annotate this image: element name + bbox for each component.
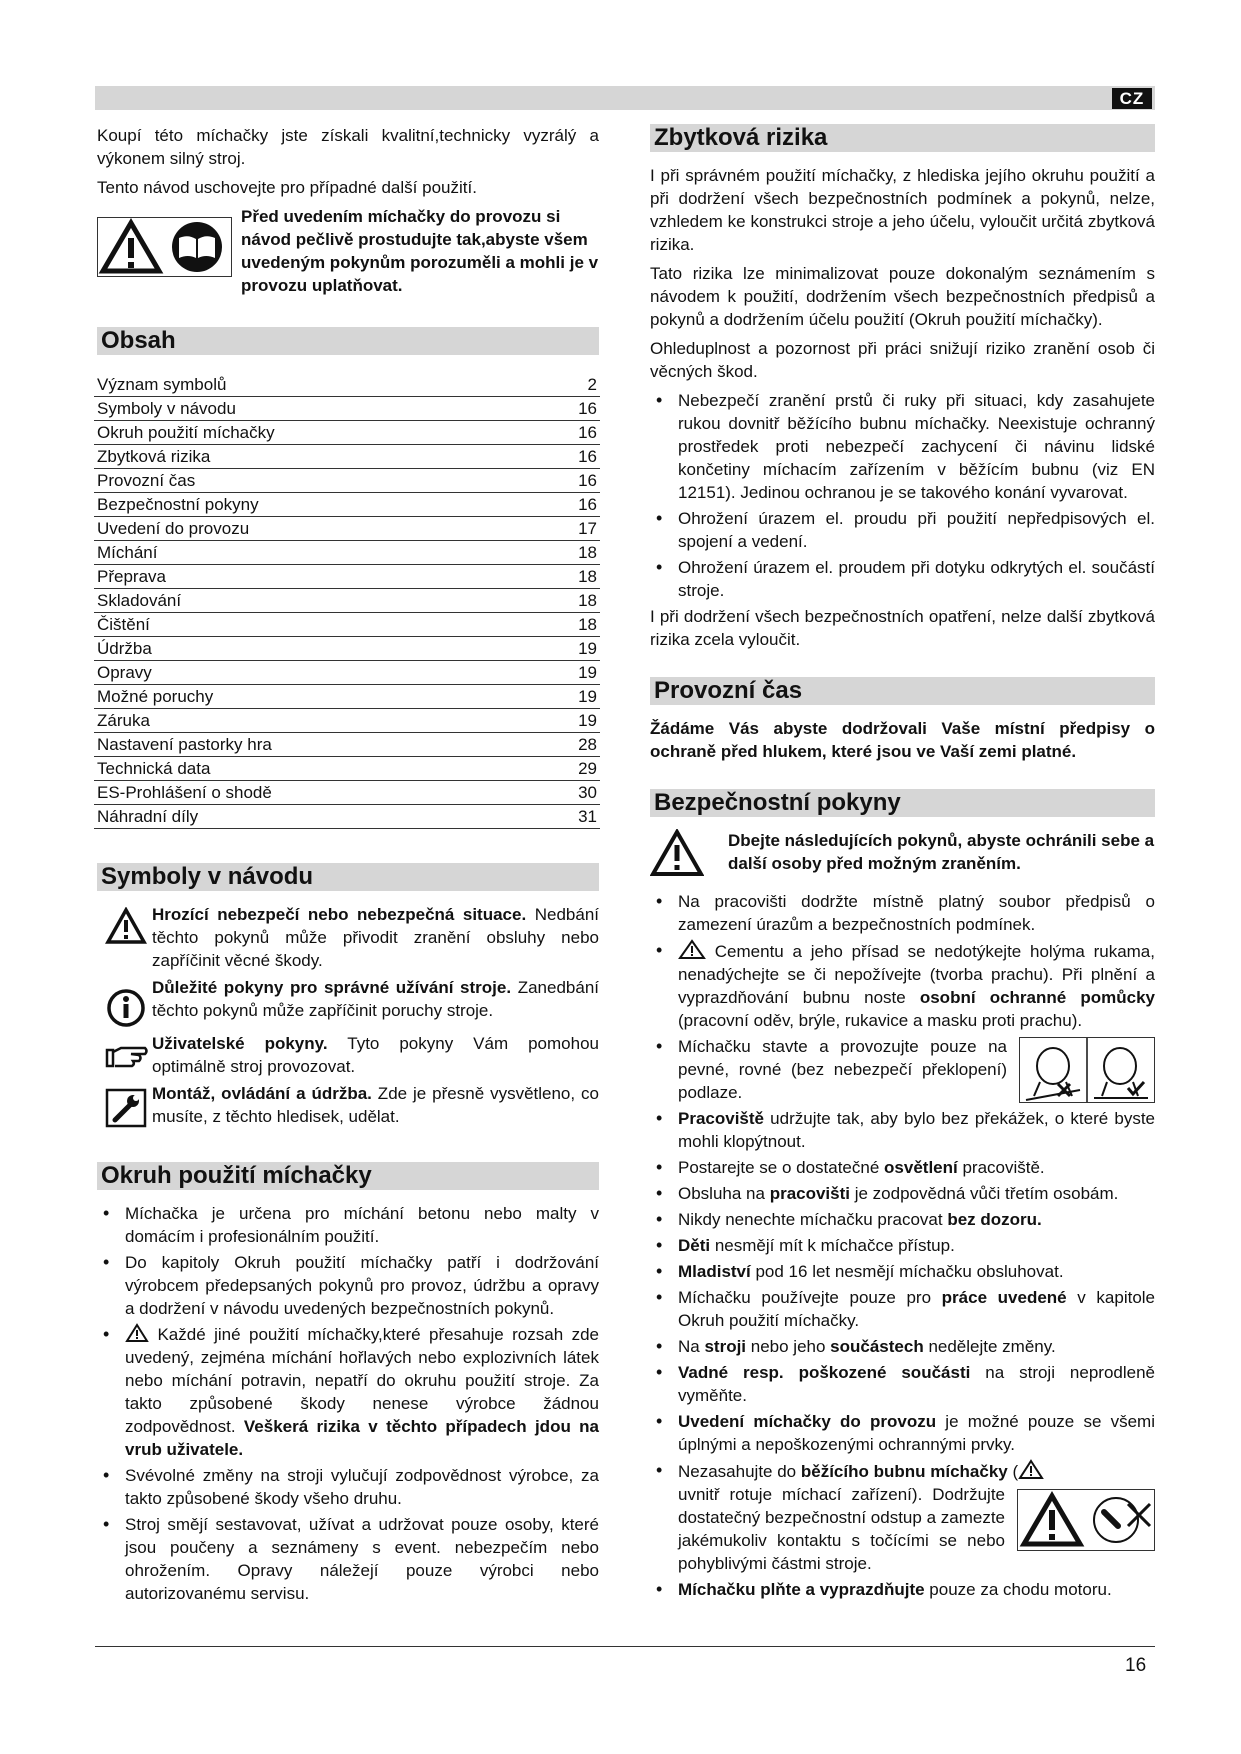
safety-intro bbox=[650, 829, 1155, 882]
safety-item-15-text: pouze za chodu motoru. bbox=[924, 1580, 1112, 1599]
safety-item-8 bbox=[650, 1234, 1155, 1257]
read-manual-icon bbox=[164, 218, 230, 276]
toc-row bbox=[94, 781, 600, 805]
toc-row bbox=[94, 421, 600, 445]
safety-item-2-text-b: (pracovní oděv, brýle, rukavice a masku proti prachu). bbox=[678, 1011, 1083, 1030]
usage-item-2: • Do kapitoly Okruh použití míchačky patří i dodržování výrobcem předepsaných pokynů pro provoz, údržbu a opravy a dodržení v návodu uvedených bezpečnostních pokynů. bbox=[97, 1251, 599, 1320]
risk-item-1: • Nebezpečí zranění prstů či ruky při situaci, kdy zasahujete rukou dovnitř běžícího bubnu míchačky. Neexistuje ochranný prostředek proti nebezpečí zachycení či návinu lidské končetiny míchacím zařízením v běžícím bubnu (viz EN 12151). Jedinou ochranou je se takového konání vyvarovat. bbox=[650, 389, 1155, 504]
mixer-stability-illustration bbox=[1019, 1037, 1155, 1103]
safety-item-5 bbox=[650, 1156, 1155, 1179]
toc-row bbox=[94, 589, 600, 613]
left-column bbox=[97, 124, 599, 1608]
safety-item-5-text-b: pracoviště. bbox=[957, 1158, 1045, 1177]
toc-heading: Obsah bbox=[97, 327, 599, 355]
safety-item-11-text-b: nedělejte změny. bbox=[923, 1337, 1056, 1356]
toc-entry-page: 31 bbox=[534, 805, 600, 829]
toc-entry-page: 16 bbox=[534, 421, 600, 445]
pointing-hand-icon bbox=[103, 1042, 149, 1072]
usage-item-5: • Stroj smějí sestavovat, užívat a udržovat pouze osoby, které jsou poučeny a seznámeny s event. nebezpečím nebo ohrožením. Opravy náležejí pouze výrobci nebo autorizovanému servisu. bbox=[97, 1513, 599, 1605]
safety-item-6-bold: pracovišti bbox=[769, 1184, 850, 1203]
symbols-heading: Symboly v návodu bbox=[97, 863, 599, 891]
safety-item-6 bbox=[650, 1182, 1155, 1205]
safety-item-4-text: udržujte tak, aby bylo bez překážek, o které byste mohli klopýtnout. bbox=[678, 1109, 1155, 1151]
safety-item-12-text: na stroji neprodleně vyměňte. bbox=[678, 1363, 1155, 1405]
usage-heading: Okruh použití míchačky bbox=[97, 1162, 599, 1190]
safety-item-3-text: • Míchačku stavte a provozujte pouze na pevné, rovné (bez nebezpečí překlopení) podlaze. bbox=[678, 1037, 1007, 1102]
safety-item-11-bold-1: stroji bbox=[704, 1337, 747, 1356]
hand-in-drum-warning-icon bbox=[1018, 1490, 1154, 1550]
symbol-danger-text: Nedbání těchto pokynů může přivodit zranění obsluhy nebo zapříčinit věcné škody. bbox=[152, 905, 599, 970]
toc-entry-label: Možné poruchy bbox=[94, 685, 534, 709]
toc-row bbox=[94, 805, 600, 829]
toc-entry-page: 16 bbox=[534, 493, 600, 517]
toc-entry-page: 16 bbox=[534, 397, 600, 421]
safety-item-9 bbox=[650, 1260, 1155, 1283]
warning-icon-pair bbox=[97, 217, 232, 277]
toc-entry-page: 19 bbox=[534, 685, 600, 709]
safety-item-11-text-a: Na bbox=[678, 1337, 705, 1356]
safety-item-8-text: nesmějí mít k míchačce přístup. bbox=[710, 1236, 955, 1255]
intro-paragraph-2: Tento návod uschovejte pro případné další použití. bbox=[97, 178, 477, 197]
safety-item-14-bold: běžícího bubnu míchačky bbox=[800, 1462, 1008, 1481]
toc-entry-page: 28 bbox=[534, 733, 600, 757]
toc-row bbox=[94, 469, 600, 493]
safety-item-4-bold: Pracoviště bbox=[678, 1109, 764, 1128]
safety-item-10-text-b: v kapitole Okruh použití míchačky. bbox=[678, 1288, 1155, 1330]
risks-heading: Zbytková rizika bbox=[650, 124, 1155, 152]
safety-intro-text: Dbejte následujících pokynů, abyste ochránili sebe a další osoby před možným zraněním. bbox=[728, 831, 1155, 873]
toc-row bbox=[94, 733, 600, 757]
safety-item-2 bbox=[650, 939, 1155, 1032]
toc-entry-label: Nastavení pastorky hra bbox=[94, 733, 534, 757]
risks-paragraph-3: Ohleduplnost a pozornost při práci snižují riziko zranění osob či věcných škod. bbox=[650, 339, 1155, 381]
toc-entry-label: Míchání bbox=[94, 541, 534, 565]
toc-entry-label: Symboly v návodu bbox=[94, 397, 534, 421]
toc-entry-page: 18 bbox=[534, 589, 600, 613]
safety-heading: Bezpečnostní pokyny bbox=[650, 789, 1155, 817]
toc-entry-label: Náhradní díly bbox=[94, 805, 534, 829]
usage-item-4: • Svévolné změny na stroji vylučují zodpovědnost výrobce, za takto způsobené škody všeho druhu. bbox=[97, 1464, 599, 1510]
intro-warning bbox=[97, 205, 599, 297]
symbol-assembly bbox=[100, 1082, 599, 1128]
safety-item-7-bold: bez dozoru. bbox=[947, 1210, 1042, 1229]
warning-triangle-icon bbox=[98, 218, 164, 276]
toc-row bbox=[94, 637, 600, 661]
safety-item-10-bold: práce uvedené bbox=[941, 1288, 1067, 1307]
symbol-important bbox=[100, 976, 599, 1028]
safety-item-12-bold: Vadné resp. poškozené součásti bbox=[678, 1363, 971, 1382]
safety-item-9-text: pod 16 let nesmějí míchačku obsluhovat. bbox=[750, 1262, 1064, 1281]
safety-item-3 bbox=[650, 1035, 1155, 1104]
safety-item-6-text-b: je zodpovědná vůči třetím osobám. bbox=[850, 1184, 1119, 1203]
symbol-assembly-text: Zde je přesně vysvětleno, co musíte, z těchto hledisek, udělat. bbox=[152, 1084, 599, 1126]
risks-paragraph-1: I při správném použití míchačky, z hlediska jejího okruhu použití a při dodržení všech bezpečnostních podmínek a pokynů, nelze, vzhledem ke konstrukci stroje a jeho účelu, vyloučit určitá zbytková rizika. bbox=[650, 166, 1155, 254]
risk-item-3: • Ohrožení úrazem el. proudem při dotyku odkrytých el. součástí stroje. bbox=[650, 556, 1155, 602]
toc-row bbox=[94, 685, 600, 709]
warning-triangle-icon bbox=[105, 907, 147, 945]
toc-entry-label: Údržba bbox=[94, 637, 534, 661]
wrench-icon bbox=[105, 1088, 147, 1128]
safety-item-14 bbox=[650, 1459, 1155, 1575]
warning-triangle-icon bbox=[1018, 1459, 1044, 1480]
toc-entry-label: Bezpečnostní pokyny bbox=[94, 493, 534, 517]
toc-entry-label: Technická data bbox=[94, 757, 534, 781]
usage-item-3 bbox=[97, 1323, 599, 1461]
risks-list bbox=[650, 389, 1155, 602]
usage-item-3-bold: Veškerá rizika v těchto případech jdou na vrub uživatele. bbox=[125, 1417, 599, 1459]
symbol-danger bbox=[100, 903, 599, 972]
safety-item-5-bold: osvětlení bbox=[884, 1158, 958, 1177]
toc-entry-page: 16 bbox=[534, 445, 600, 469]
toc-entry-page: 19 bbox=[534, 661, 600, 685]
toc-row bbox=[94, 373, 600, 397]
safety-item-2-bold: osobní ochranné pomůcky bbox=[919, 988, 1155, 1007]
toc-entry-page: 18 bbox=[534, 613, 600, 637]
symbols-list bbox=[97, 903, 599, 1128]
toc-row bbox=[94, 661, 600, 685]
symbol-important-text: Zanedbání těchto pokynů může zapříčinit poruchy stroje. bbox=[152, 978, 599, 1020]
safety-item-1: • Na pracovišti dodržte místně platný soubor předpisů o zamezení úrazům a bezpečnostních podmínek. bbox=[650, 890, 1155, 936]
safety-item-15 bbox=[650, 1578, 1155, 1601]
footer-rule bbox=[95, 1646, 1155, 1647]
symbol-user-tip-text: Tyto pokyny Vám pomohou optimálně stroj provozovat. bbox=[152, 1034, 599, 1076]
toc-entry-label: Opravy bbox=[94, 661, 534, 685]
safety-item-4 bbox=[650, 1107, 1155, 1153]
toc-row bbox=[94, 757, 600, 781]
toc-row bbox=[94, 565, 600, 589]
toc-entry-label: Význam symbolů bbox=[94, 373, 534, 397]
info-icon bbox=[106, 988, 146, 1028]
toc-entry-page: 18 bbox=[534, 565, 600, 589]
risks-paragraph-4: I při dodržení všech bezpečnostních opatření, nelze další zbytková rizika zcela vyloučit. bbox=[650, 607, 1155, 649]
safety-item-11-text-mid: nebo jeho bbox=[746, 1337, 831, 1356]
language-badge: CZ bbox=[1112, 88, 1152, 109]
warning-triangle-icon bbox=[650, 829, 704, 877]
risks-paragraph-2: Tato rizika lze minimalizovat pouze dokonalým seznámením s návodem k použití, dodržením všech bezpečnostních předpisů a pokynů a dodržením účelu použití (Okruh použití míchačky). bbox=[650, 264, 1155, 329]
mixer-tilt-icon bbox=[1020, 1038, 1154, 1102]
toc-entry-page: 17 bbox=[534, 517, 600, 541]
warning-triangle-icon bbox=[678, 939, 706, 960]
safety-item-5-text-a: Postarejte se o dostatečné bbox=[678, 1158, 885, 1177]
toc-entry-page: 29 bbox=[534, 757, 600, 781]
usage-list bbox=[97, 1202, 599, 1605]
safety-item-7-text: Nikdy nenechte míchačku pracovat bbox=[678, 1210, 948, 1229]
toc-entry-page: 16 bbox=[534, 469, 600, 493]
toc-entry-page: 2 bbox=[534, 373, 600, 397]
toc-entry-page: 18 bbox=[534, 541, 600, 565]
toc-row bbox=[94, 613, 600, 637]
operating-heading: Provozní čas bbox=[650, 677, 1155, 705]
toc-entry-label: Zbytková rizika bbox=[94, 445, 534, 469]
usage-item-1: • Míchačka je určena pro míchání betonu nebo malty v domácím i profesionálním použití. bbox=[97, 1202, 599, 1248]
safety-item-6-text-a: Obsluha na bbox=[678, 1184, 770, 1203]
safety-item-13-bold: Uvedení míchačky do provozu bbox=[678, 1412, 937, 1431]
safety-item-13-text: je možné pouze se všemi úplnými a nepoškozenými ochrannými prvky. bbox=[678, 1412, 1155, 1454]
toc-entry-label: Čištění bbox=[94, 613, 534, 637]
risk-item-2: • Ohrožení úrazem el. proudu při použití nepředpisových el. spojení a vedení. bbox=[650, 507, 1155, 553]
toc-entry-page: 19 bbox=[534, 709, 600, 733]
warning-triangle-icon bbox=[125, 1323, 149, 1343]
toc-row bbox=[94, 493, 600, 517]
operating-text: Žádáme Vás abyste dodržovali Vaše místní předpisy o ochraně před hlukem, které jsou ve Vaší zemi platné. bbox=[650, 719, 1155, 761]
safety-item-11 bbox=[650, 1335, 1155, 1358]
toc-row bbox=[94, 709, 600, 733]
safety-item-9-bold: Mladiství bbox=[678, 1262, 751, 1281]
safety-item-13 bbox=[650, 1410, 1155, 1456]
toc-row bbox=[94, 397, 600, 421]
symbol-user-tip-title: Uživatelské pokyny. bbox=[152, 1034, 328, 1053]
toc-row bbox=[94, 517, 600, 541]
toc-entry-label: Záruka bbox=[94, 709, 534, 733]
safety-item-10 bbox=[650, 1286, 1155, 1332]
safety-list bbox=[650, 890, 1155, 1601]
intro-warning-text: Před uvedením míchačky do provozu si návod pečlivě prostudujte tak,abyste všem uvedeným pokynům porozuměli a mohli je v provozu uplatňovat. bbox=[241, 207, 599, 295]
safety-item-11-bold-2: součástech bbox=[830, 1337, 924, 1356]
safety-item-14-text-c: uvnitř rotuje míchací zařízení). Dodržujte dostatečný bezpečnostní odstup a zamezte jakémukoliv kontaktu s točícími se nebo pohyblivými částmi stroje. bbox=[678, 1485, 1005, 1573]
toc-entry-page: 19 bbox=[534, 637, 600, 661]
safety-item-10-text-a: Míchačku používejte pouze pro bbox=[678, 1288, 942, 1307]
toc-entry-label: Okruh použití míchačky bbox=[94, 421, 534, 445]
safety-item-8-bold: Děti bbox=[678, 1236, 711, 1255]
safety-item-2-text-a: Cementu a jeho přísad se nedotýkejte holýma rukama, nenadýchejte se či nepožívejte (tvorba prachu). Při plnění a vyprazdňování bubnu noste bbox=[678, 942, 1155, 1007]
safety-item-15-bold: Míchačku plňte a vyprazdňujte bbox=[678, 1580, 925, 1599]
toc-table bbox=[94, 373, 600, 829]
symbol-user-tip bbox=[100, 1032, 599, 1078]
safety-item-14-paren: ( bbox=[1007, 1462, 1019, 1481]
toc-entry-label: Přeprava bbox=[94, 565, 534, 589]
toc-entry-label: Provozní čas bbox=[94, 469, 534, 493]
safety-item-12 bbox=[650, 1361, 1155, 1407]
toc-row bbox=[94, 541, 600, 565]
page-number: 16 bbox=[1125, 1655, 1147, 1676]
symbol-assembly-title: Montáž, ovládání a údržba. bbox=[152, 1084, 372, 1103]
symbol-danger-title: Hrozící nebezpečí nebo nebezpečná situace. bbox=[152, 905, 527, 924]
header-bar bbox=[95, 86, 1155, 110]
toc-row bbox=[94, 445, 600, 469]
toc-entry-label: ES-Prohlášení o shodě bbox=[94, 781, 534, 805]
toc-entry-page: 30 bbox=[534, 781, 600, 805]
usage-item-3-text: Každé jiné použití míchačky,které přesahuje rozsah zde uvedený, zejména míchání hořlavých nebo explozivních látek nebo míchání potravin, nepatří do okruhu použití stroje. Za takto způsobené škody nenese výrobce žádnou zodpovědnost. bbox=[125, 1325, 599, 1436]
right-column bbox=[650, 124, 1155, 1604]
safety-item-14-text-a: Nezasahujte do bbox=[678, 1462, 801, 1481]
rotating-drum-warning-illustration bbox=[1017, 1489, 1155, 1551]
symbol-important-title: Důležité pokyny pro správné užívání stroje. bbox=[152, 978, 512, 997]
toc-entry-label: Uvedení do provozu bbox=[94, 517, 534, 541]
intro-paragraph-1: Koupí této míchačky jste získali kvalitní,technicky vyzrálý a výkonem silný stroj. bbox=[97, 126, 599, 168]
toc-entry-label: Skladování bbox=[94, 589, 534, 613]
safety-item-7 bbox=[650, 1208, 1155, 1231]
